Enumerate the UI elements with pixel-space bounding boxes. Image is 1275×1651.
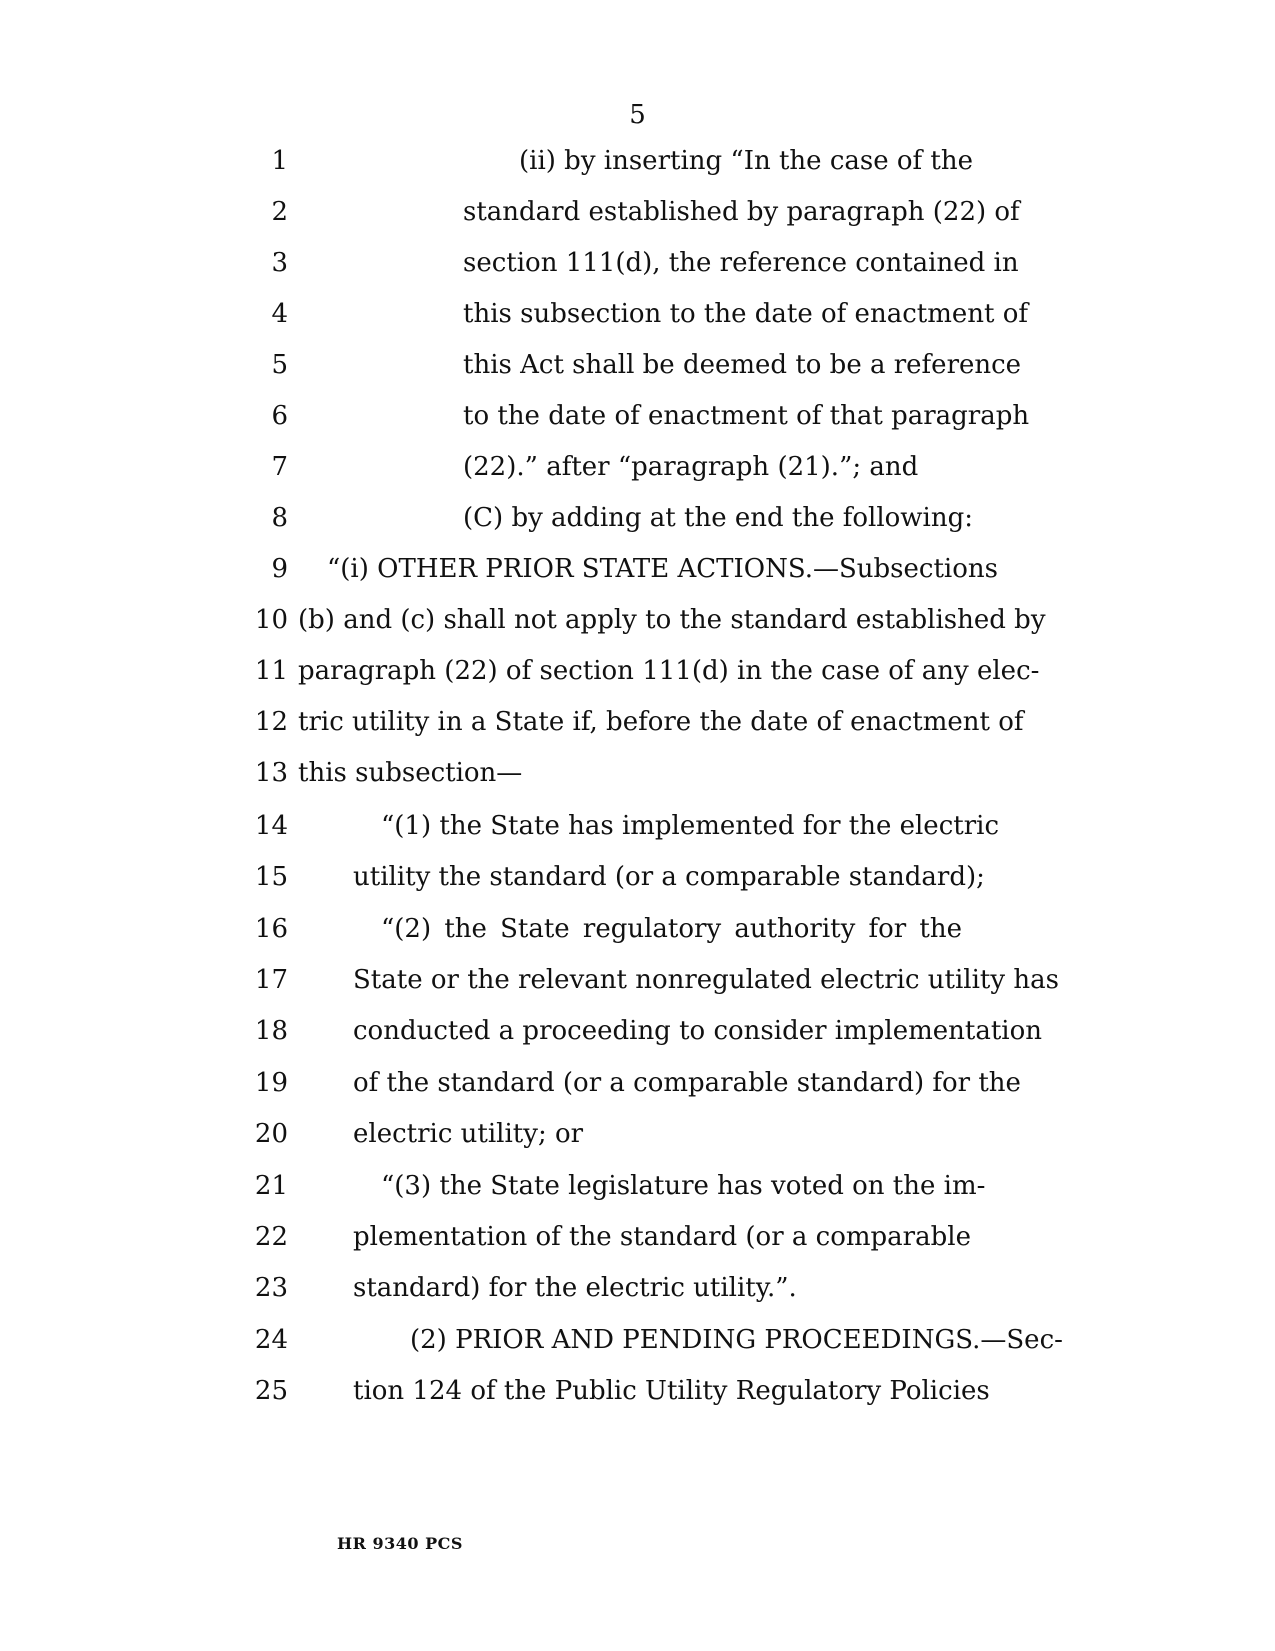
- line-number: 8: [271, 503, 288, 533]
- line-text: tion 124 of the Public Utility Regulatory Policies: [353, 1376, 990, 1406]
- line-text: electric utility; or: [353, 1119, 584, 1149]
- line-text: (22).” after “paragraph (21).”; and: [463, 452, 919, 482]
- line-number: 21: [254, 1171, 288, 1201]
- line-text: this Act shall be deemed to be a reference: [463, 350, 1022, 380]
- line-text: this subsection—: [298, 758, 523, 788]
- line-text: plementation of the standard (or a comparable: [353, 1222, 971, 1252]
- line-text: utility the standard (or a comparable standard);: [353, 862, 985, 892]
- line-text: paragraph (22) of section 111(d) in the case of any elec-: [298, 656, 1040, 686]
- line-number: 9: [271, 554, 288, 584]
- line-number: 22: [254, 1222, 288, 1252]
- line-number: 6: [271, 401, 288, 431]
- line-number: 19: [254, 1068, 288, 1098]
- line-number: 1: [271, 146, 288, 176]
- line-number: 18: [254, 1016, 288, 1046]
- line-text: tric utility in a State if, before the date of enactment of: [298, 707, 1024, 737]
- page-number: 5: [629, 100, 646, 130]
- line-number: 11: [254, 656, 288, 686]
- line-number: 10: [254, 605, 288, 635]
- line-text: to the date of enactment of that paragraph: [463, 401, 1030, 431]
- line-text: “(1) the State has implemented for the electric: [381, 811, 1000, 841]
- line-number: 2: [271, 197, 288, 227]
- line-number: 15: [254, 862, 288, 892]
- line-text: “(3) the State legislature has voted on the im-: [381, 1171, 986, 1201]
- line-number: 17: [254, 965, 288, 995]
- line-text: this subsection to the date of enactment of: [463, 299, 1028, 329]
- line-number: 4: [271, 299, 288, 329]
- line-text: of the standard (or a comparable standard) for the: [353, 1068, 1021, 1098]
- line-number: 7: [271, 452, 288, 482]
- line-text: “(i) OTHER PRIOR STATE ACTIONS.—Subsections: [327, 554, 998, 584]
- line-number: 20: [254, 1119, 288, 1149]
- line-number: 16: [254, 914, 288, 944]
- line-text: (2) PRIOR AND PENDING PROCEEDINGS.—Sec-: [410, 1325, 1063, 1355]
- line-number: 23: [254, 1273, 288, 1303]
- line-number: 3: [271, 248, 288, 278]
- line-text: (ii) by inserting “In the case of the: [519, 146, 974, 176]
- line-number: 24: [254, 1325, 288, 1355]
- line-number: 12: [254, 707, 288, 737]
- line-number: 13: [254, 758, 288, 788]
- line-number: 25: [254, 1376, 288, 1406]
- line-text: standard) for the electric utility.”.: [353, 1273, 797, 1303]
- document-footer: HR 9340 PCS: [337, 1534, 463, 1553]
- line-text: “(2) the State regulatory authority for the: [381, 914, 962, 944]
- line-text: State or the relevant nonregulated electric utility has: [353, 965, 1059, 995]
- line-text: conducted a proceeding to consider implementation: [353, 1016, 1043, 1046]
- line-text: standard established by paragraph (22) of: [463, 197, 1020, 227]
- line-text: section 111(d), the reference contained in: [463, 248, 1019, 278]
- line-text: (b) and (c) shall not apply to the standard established by: [298, 605, 1046, 635]
- line-number: 14: [254, 811, 288, 841]
- line-text: (C) by adding at the end the following:: [463, 503, 974, 533]
- line-number: 5: [271, 350, 288, 380]
